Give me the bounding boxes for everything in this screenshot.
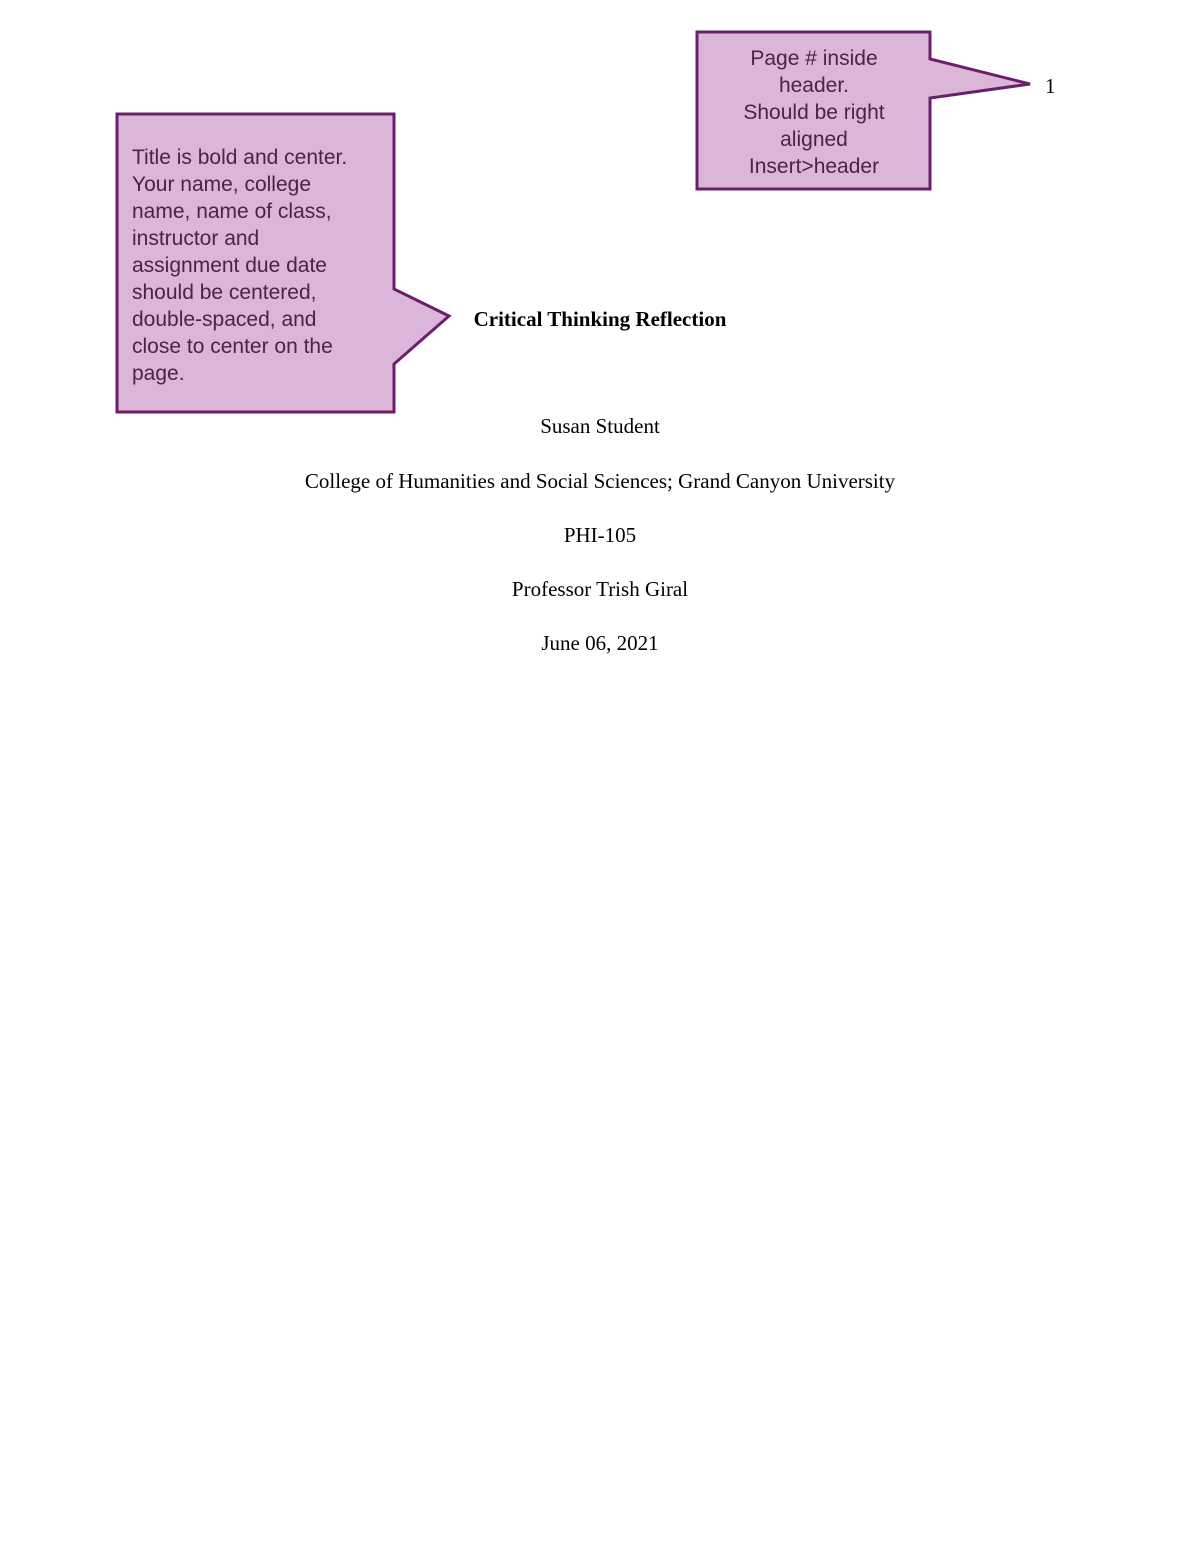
callout-line: Title is bold and center.: [132, 146, 348, 169]
author-name: Susan Student: [540, 414, 660, 438]
callout-line: should be centered,: [132, 281, 317, 304]
institution-name: College of Humanities and Social Sciences; Grand Canyon University: [304, 469, 896, 493]
due-date: June 06, 2021: [541, 631, 659, 655]
callout-line: double-spaced, and: [132, 308, 317, 331]
callout-line: aligned: [780, 128, 848, 151]
callout-line: Insert>header: [748, 155, 880, 178]
callout-line: Page # inside: [750, 47, 878, 70]
callout-line: header.: [778, 74, 850, 97]
callout-line: instructor and: [132, 227, 260, 250]
instructor-name: Professor Trish Giral: [511, 577, 689, 601]
callout-line: name, name of class,: [132, 200, 332, 223]
callout-line: page.: [132, 362, 185, 385]
paper-title: Critical Thinking Reflection: [473, 307, 727, 331]
header-callout-text: [699, 45, 929, 180]
callout-line: assignment due date: [132, 254, 327, 277]
callout-line: Your name, college: [132, 173, 312, 196]
title-callout-text: [132, 144, 390, 387]
course-name: PHI-105: [563, 523, 637, 547]
callout-line: close to center on the: [132, 335, 333, 358]
callout-line: Should be right: [743, 101, 885, 124]
page-number: 1: [1045, 74, 1056, 98]
